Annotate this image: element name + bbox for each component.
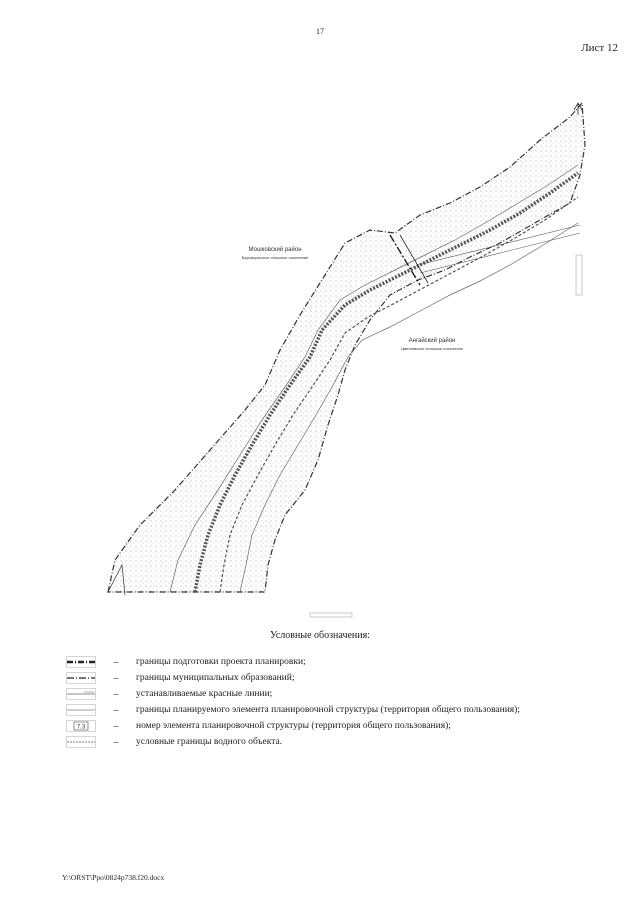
legend-label: границы планируемого элемента планировочной структуры (территория общего пользования);	[136, 705, 520, 715]
legend-item-water-object: – условные границы водного объекта.	[66, 735, 282, 749]
legend-label: границы подготовки проекта планировки;	[136, 657, 306, 667]
legend-item-planning-element-boundary: – границы планируемого элемента планировочной структуры (территория общего пользования);	[66, 703, 520, 717]
municipal-boundary-symbol	[66, 672, 96, 684]
legend-label: номер элемента планировочной структуры (территория общего пользования);	[136, 721, 451, 731]
water-object-symbol	[66, 736, 96, 748]
legend-label: устанавливаемые красные линии;	[136, 689, 273, 699]
element-number-sample: 7.3	[76, 724, 86, 731]
legend-item-municipal-boundary: – границы муниципальных образований;	[66, 671, 295, 685]
planning-boundary-symbol	[66, 656, 96, 668]
region-left-settlement: Барлакульское сельское поселение	[241, 255, 309, 260]
legend-item-red-lines: – устанавливаемые красные линии;	[66, 687, 272, 701]
red-lines-symbol	[66, 688, 96, 700]
page-number: 17	[316, 27, 324, 36]
element-number-symbol	[66, 720, 96, 732]
planning-map	[100, 95, 600, 625]
file-path: Y:\ORST\Ppo\0824p738.f20.docx	[62, 873, 165, 882]
legend-title: Условные обозначения:	[269, 630, 370, 641]
region-left-district: Мошковский район	[248, 247, 302, 253]
legend-item-element-number: 7.3 – номер элемента планировочной структуры (территория общего пользования);	[66, 719, 451, 733]
region-right-district: Ангайский район	[408, 338, 456, 344]
planning-boundary	[108, 103, 585, 592]
legend-label: границы муниципальных образований;	[136, 673, 295, 683]
sheet-label: Лист 12	[581, 42, 618, 54]
legend-item-planning-boundary: – границы подготовки проекта планировки;	[66, 655, 306, 669]
planning-element-boundary-symbol	[66, 704, 96, 716]
legend-label: условные границы водного объекта.	[136, 737, 283, 747]
region-right-settlement: Цветковское сельское поселение	[401, 346, 463, 351]
